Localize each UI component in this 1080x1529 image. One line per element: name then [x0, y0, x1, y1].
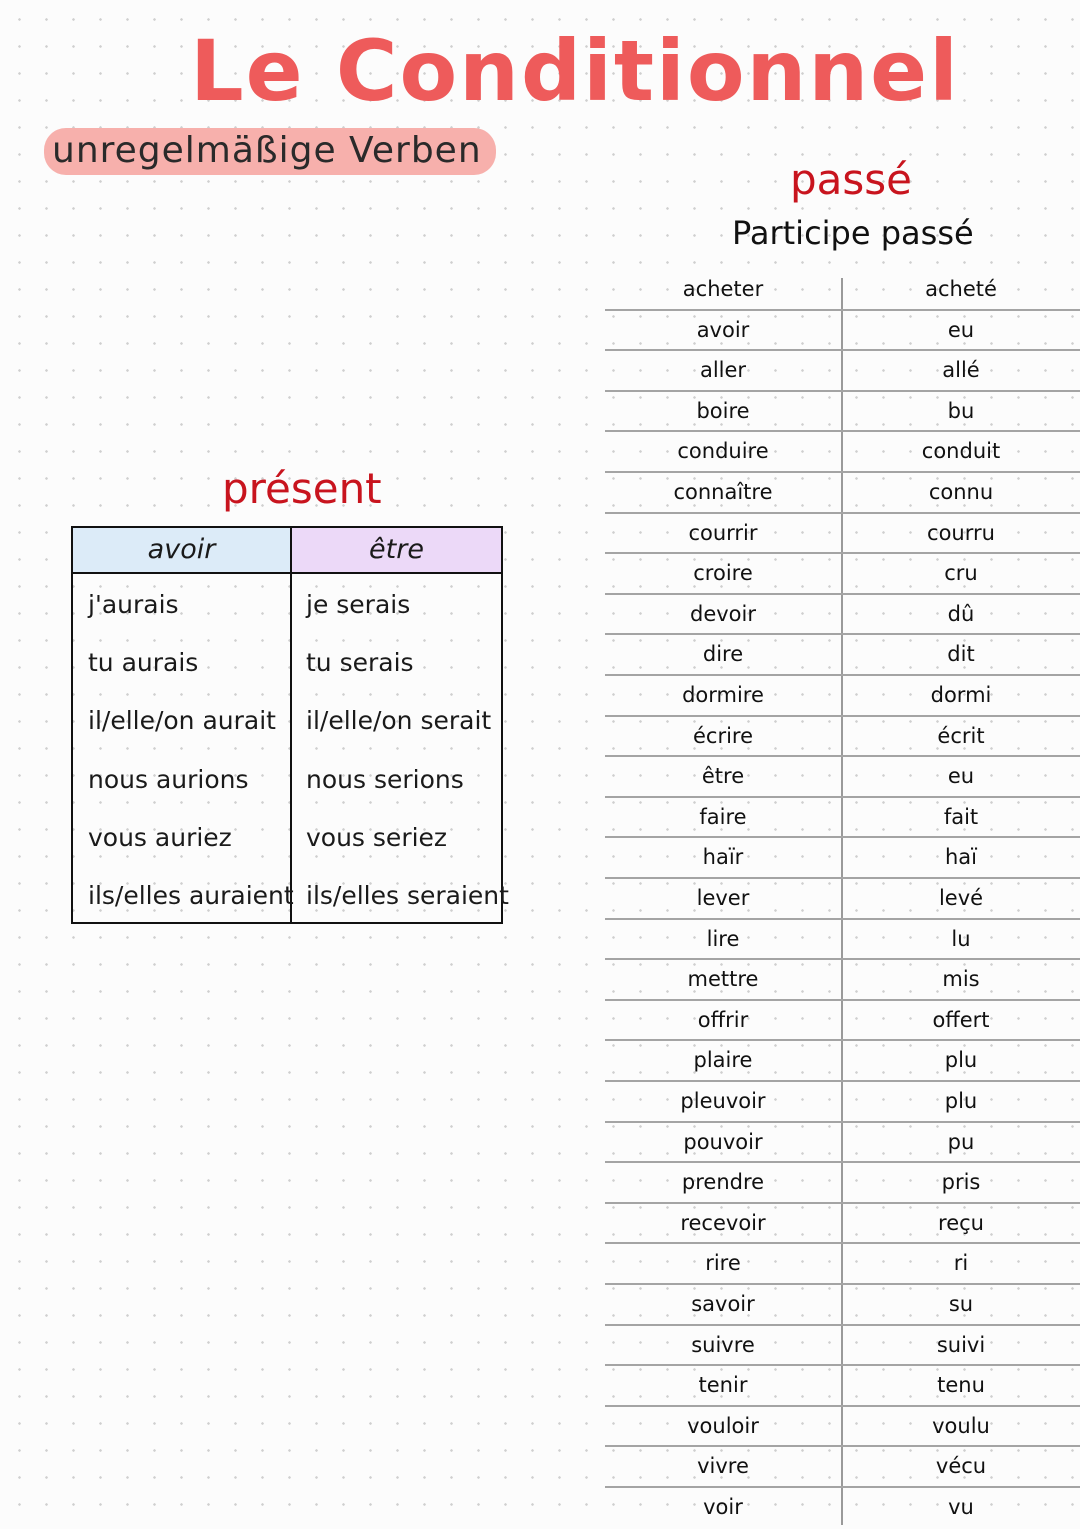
- table-row: [605, 473, 1080, 514]
- page-title: Le Conditionnel: [190, 22, 960, 120]
- infinitive-cell: courrir: [688, 520, 758, 545]
- table-row: [605, 757, 1080, 798]
- infinitive-cell: savoir: [691, 1292, 755, 1316]
- table-row: [605, 514, 1080, 555]
- participle-cell: cru: [944, 561, 978, 586]
- table-row: [605, 1366, 1080, 1407]
- present-conjugation-table: [71, 526, 509, 924]
- participle-cell: pris: [941, 1170, 981, 1195]
- participle-cell: voulu: [932, 1413, 990, 1438]
- etre-form: je serais: [306, 590, 411, 619]
- infinitive-cell: écrire: [692, 723, 754, 748]
- infinitive-cell: dormire: [682, 683, 764, 707]
- participle-cell: plu: [944, 1048, 978, 1073]
- etre-form: il/elle/on serait: [306, 706, 492, 736]
- table-row: [605, 798, 1080, 839]
- etre-form: ils/elles seraient: [306, 880, 509, 910]
- avoir-form: vous auriez: [88, 822, 232, 852]
- table-row: [605, 1082, 1080, 1123]
- participle-cell: connu: [928, 480, 994, 504]
- infinitive-cell: dire: [702, 642, 744, 667]
- table-row: [605, 1447, 1080, 1488]
- table-row: [605, 1041, 1080, 1082]
- present-heading: présent: [222, 464, 382, 513]
- participle-cell: dû: [947, 601, 975, 626]
- participle-cell: acheté: [925, 277, 997, 301]
- infinitive-cell: prendre: [681, 1170, 765, 1195]
- infinitive-cell: recevoir: [680, 1210, 766, 1235]
- participle-cell: ri: [953, 1251, 969, 1276]
- infinitive-cell: mettre: [687, 967, 759, 992]
- participle-cell: mis: [942, 967, 980, 992]
- avoir-form: tu aurais: [88, 648, 199, 678]
- infinitive-cell: pleuvoir: [680, 1089, 766, 1113]
- infinitive-cell: avoir: [696, 317, 750, 342]
- infinitive-cell: tenir: [698, 1373, 748, 1398]
- infinitive-cell: lire: [706, 926, 740, 951]
- infinitive-cell: acheter: [682, 277, 764, 301]
- passe-heading: passé: [790, 155, 913, 204]
- table-row: [605, 270, 1080, 311]
- etre-form: nous serions: [306, 764, 464, 794]
- table-row: [605, 311, 1080, 352]
- participe-passe-table: [605, 270, 1080, 1525]
- etre-forms: [306, 582, 509, 931]
- table-row: [605, 879, 1080, 920]
- table-row: [605, 392, 1080, 433]
- infinitive-cell: croire: [693, 561, 753, 586]
- table-row: [605, 1285, 1080, 1326]
- avoir-form: il/elle/on aurait: [88, 706, 276, 736]
- infinitive-cell: être: [701, 764, 745, 789]
- participle-cell: haï: [944, 845, 977, 870]
- avoir-form: j'aurais: [88, 590, 179, 619]
- table-row: [605, 1163, 1080, 1204]
- infinitive-cell: suivre: [691, 1332, 755, 1357]
- table-row: [605, 1123, 1080, 1164]
- participle-cell: courru: [927, 520, 995, 545]
- header-divider: [73, 572, 501, 574]
- participle-cell: reçu: [938, 1210, 984, 1235]
- participle-cell: dit: [947, 642, 975, 667]
- participle-cell: eu: [947, 764, 975, 789]
- infinitive-cell: boire: [696, 398, 750, 423]
- etre-form: vous seriez: [306, 822, 448, 852]
- infinitive-cell: devoir: [690, 601, 756, 626]
- participle-cell: tenu: [937, 1373, 985, 1398]
- avoir-form: nous aurions: [88, 764, 249, 794]
- table-row: [605, 1326, 1080, 1367]
- table-row: [605, 595, 1080, 636]
- infinitive-cell: rire: [705, 1251, 741, 1276]
- participle-cell: vu: [948, 1495, 974, 1519]
- participle-cell: su: [948, 1292, 974, 1316]
- infinitive-cell: pouvoir: [683, 1129, 763, 1154]
- table-row: [605, 838, 1080, 879]
- table-row: [605, 1244, 1080, 1285]
- table-row: [605, 920, 1080, 961]
- infinitive-cell: plaire: [693, 1048, 753, 1073]
- participle-cell: écrit: [937, 723, 985, 748]
- table-row: [605, 1488, 1080, 1529]
- participle-cell: allé: [942, 358, 980, 383]
- participle-cell: fait: [943, 804, 979, 829]
- participle-cell: offert: [932, 1007, 990, 1032]
- infinitive-cell: vouloir: [687, 1413, 759, 1438]
- avoir-form: ils/elles auraient: [88, 880, 294, 910]
- infinitive-cell: haïr: [702, 845, 744, 870]
- column-header-avoir: avoir: [73, 528, 290, 572]
- infinitive-cell: offrir: [697, 1007, 749, 1032]
- participle-cell: suivi: [936, 1332, 986, 1357]
- participe-passe-heading: Participe passé: [732, 214, 974, 252]
- participle-cell: pu: [947, 1129, 975, 1154]
- table-row: [605, 351, 1080, 392]
- infinitive-cell: connaître: [673, 480, 773, 504]
- infinitive-cell: aller: [699, 358, 747, 383]
- table-row: [605, 432, 1080, 473]
- table-row: [605, 1001, 1080, 1042]
- table-row: [605, 1407, 1080, 1448]
- participle-cell: plu: [944, 1089, 978, 1113]
- table-row: [605, 554, 1080, 595]
- infinitive-cell: voir: [703, 1495, 743, 1519]
- infinitive-cell: lever: [696, 886, 750, 910]
- participle-cell: vécu: [935, 1454, 987, 1479]
- table-row: [605, 676, 1080, 717]
- participle-cell: conduit: [921, 439, 1001, 464]
- infinitive-cell: vivre: [697, 1454, 749, 1479]
- participle-cell: dormi: [930, 683, 992, 707]
- column-header-etre: être: [292, 528, 501, 572]
- table-row: [605, 1204, 1080, 1245]
- table-row: [605, 717, 1080, 758]
- infinitive-cell: faire: [699, 804, 747, 829]
- etre-form: tu serais: [306, 648, 414, 678]
- participle-cell: eu: [947, 317, 975, 342]
- participle-cell: bu: [947, 398, 975, 423]
- topic-tag: unregelmäßige Verben: [44, 128, 496, 175]
- infinitive-cell: conduire: [677, 439, 769, 464]
- avoir-forms: [88, 582, 294, 931]
- participle-cell: levé: [938, 886, 984, 910]
- table-row: [605, 960, 1080, 1001]
- table-row: [605, 635, 1080, 676]
- participle-cell: lu: [951, 926, 971, 951]
